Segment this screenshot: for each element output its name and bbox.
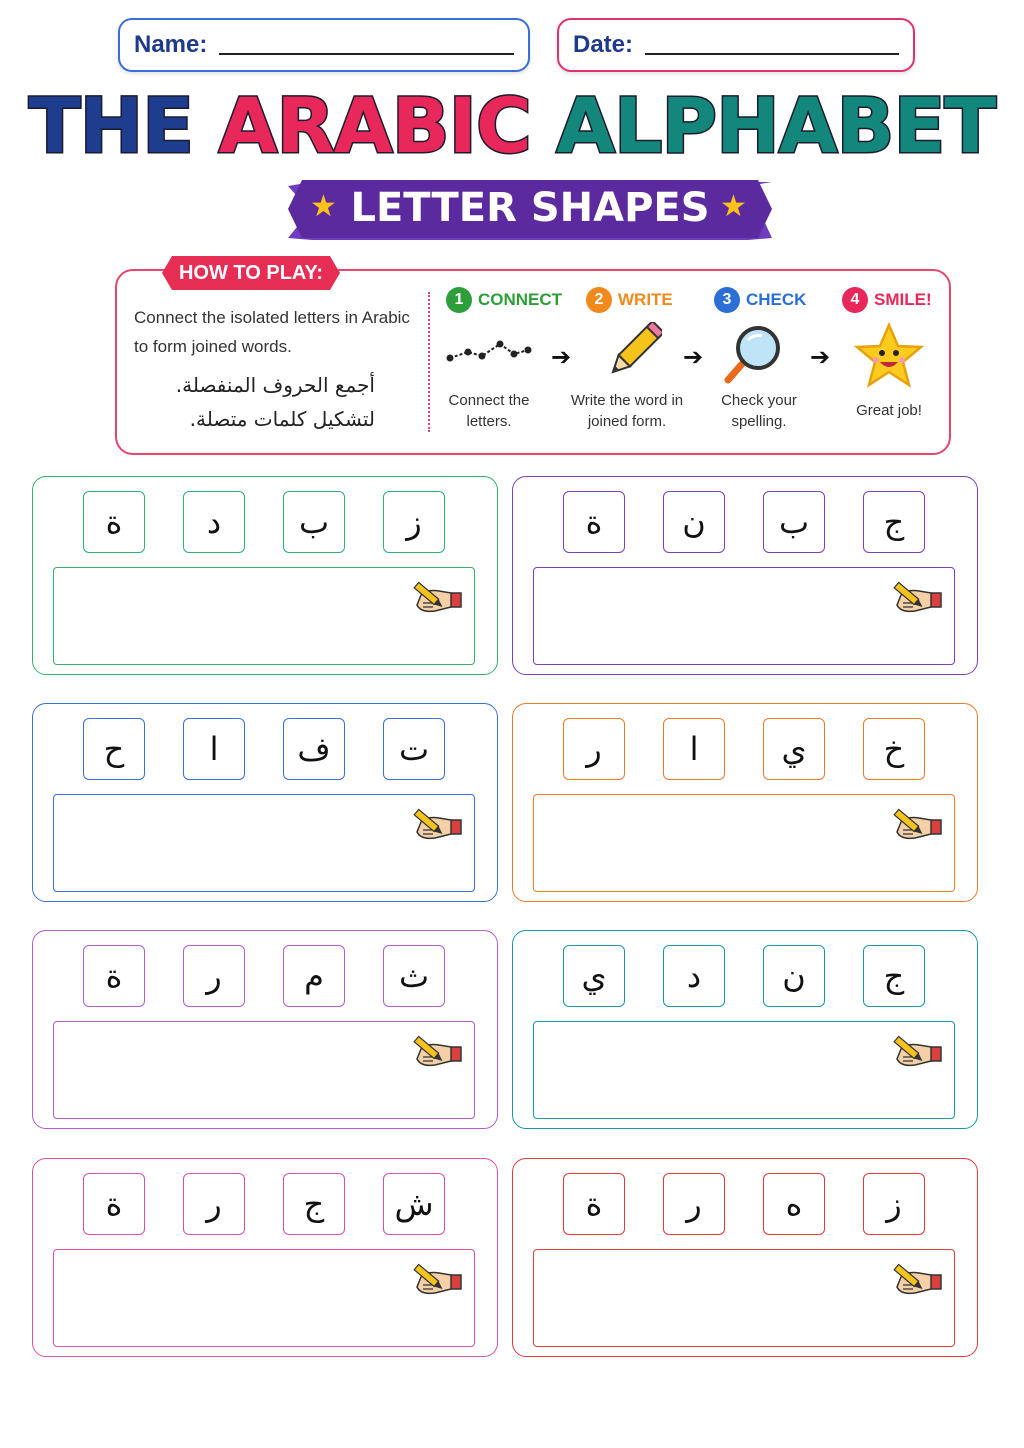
date-label: Date: — [573, 31, 634, 58]
step-description — [566, 390, 688, 432]
letter-tile: ز — [383, 491, 445, 553]
arrow-right-icon: ➔ — [551, 343, 572, 371]
step-number: 3 — [714, 287, 740, 313]
letter-tile: ة — [563, 491, 625, 553]
letter-tile: ة — [83, 491, 145, 553]
exercise-card — [32, 1158, 498, 1357]
title-word-alphabet: ALPHABET — [556, 81, 996, 170]
letter-tile: ا — [663, 718, 725, 780]
writing-hand-icon — [413, 802, 463, 846]
letter-tile: ر — [183, 1173, 245, 1235]
letter-tile: ن — [663, 491, 725, 553]
letter-tile: خ — [863, 718, 925, 780]
writing-hand-icon — [893, 1029, 943, 1073]
step-write — [586, 287, 673, 313]
writing-hand-icon — [413, 1029, 463, 1073]
date-line[interactable] — [645, 53, 899, 55]
step-desc-line: Great job! — [856, 402, 922, 419]
magnifier-icon — [724, 322, 788, 384]
arrow-right-icon: ➔ — [810, 343, 831, 371]
answer-writing-area[interactable] — [53, 1021, 475, 1119]
letter-tile: ن — [763, 945, 825, 1007]
letter-tile: ب — [283, 491, 345, 553]
star-icon: ★ — [720, 189, 747, 224]
step-desc-line: spelling. — [731, 413, 787, 430]
step-title: CHECK — [746, 290, 807, 309]
letter-tile: ب — [763, 491, 825, 553]
instructions-arabic-1: أجمع الحروف المنفصلة. — [175, 373, 375, 397]
step-description — [706, 390, 812, 432]
answer-writing-area[interactable] — [53, 1249, 475, 1347]
title-word-arabic: ARABIC — [218, 81, 531, 170]
exercise-card — [32, 703, 498, 902]
name-field[interactable] — [118, 18, 530, 72]
how-to-play-title: HOW TO PLAY: — [178, 262, 324, 284]
answer-writing-area[interactable] — [53, 794, 475, 892]
letter-tile: ش — [383, 1173, 445, 1235]
letter-tile: ج — [283, 1173, 345, 1235]
step-desc-line: joined form. — [587, 413, 667, 430]
step-number: 4 — [842, 287, 868, 313]
answer-writing-area[interactable] — [533, 1021, 955, 1119]
letter-tile: ت — [383, 718, 445, 780]
step-desc-line: Connect the — [448, 392, 530, 409]
page-title — [0, 78, 1024, 174]
step-title: SMILE! — [874, 290, 932, 309]
answer-writing-area[interactable] — [533, 567, 955, 665]
step-number: 2 — [586, 287, 612, 313]
writing-hand-icon — [893, 802, 943, 846]
letter-tile: ة — [83, 1173, 145, 1235]
letter-tile: ف — [283, 718, 345, 780]
how-to-play-tag — [162, 256, 340, 292]
letter-tile: ي — [763, 718, 825, 780]
answer-writing-area[interactable] — [533, 794, 955, 892]
letter-tile: م — [283, 945, 345, 1007]
step-smile — [842, 287, 932, 313]
letter-tile: ه — [763, 1173, 825, 1235]
exercise-card — [512, 703, 978, 902]
divider — [428, 292, 430, 432]
letter-tile: ر — [183, 945, 245, 1007]
letter-tile: د — [183, 491, 245, 553]
step-title: CONNECT — [478, 290, 563, 309]
exercise-card — [512, 930, 978, 1129]
letter-tile: ح — [83, 718, 145, 780]
step-connect — [446, 287, 562, 313]
step-desc-line: letters. — [466, 413, 512, 430]
instructions-arabic-2: لتشكيل كلمات متصلة. — [189, 407, 375, 431]
step-check — [714, 287, 806, 313]
writing-hand-icon — [893, 575, 943, 619]
date-field[interactable] — [557, 18, 915, 72]
exercise-card — [32, 476, 498, 675]
exercise-card — [512, 476, 978, 675]
letter-tile: ز — [863, 1173, 925, 1235]
name-label: Name: — [134, 31, 208, 58]
letter-tile: ة — [83, 945, 145, 1007]
exercise-card — [32, 930, 498, 1129]
instructions-english-1: Connect the isolated letters in Arabic — [134, 308, 410, 327]
arrow-right-icon: ➔ — [683, 343, 704, 371]
step-description — [436, 390, 542, 432]
step-title: WRITE — [618, 290, 673, 309]
letter-tile: ث — [383, 945, 445, 1007]
letter-tile: ا — [183, 718, 245, 780]
pencil-icon — [602, 322, 662, 384]
exercise-card — [512, 1158, 978, 1357]
title-word-the: THE — [28, 81, 194, 170]
answer-writing-area[interactable] — [533, 1249, 955, 1347]
answer-writing-area[interactable] — [53, 567, 475, 665]
step-desc-line: Write the word in — [570, 392, 684, 409]
step-number: 1 — [446, 287, 472, 313]
writing-hand-icon — [413, 1257, 463, 1301]
star-icon: ★ — [310, 189, 337, 224]
subtitle: LETTER SHAPES — [350, 185, 710, 231]
writing-hand-icon — [413, 575, 463, 619]
writing-hand-icon — [893, 1257, 943, 1301]
instructions-english-2: to form joined words. — [134, 337, 292, 356]
letter-tile: د — [663, 945, 725, 1007]
letter-tile: ر — [563, 718, 625, 780]
smiling-star-icon — [854, 322, 924, 390]
letter-tile: ة — [563, 1173, 625, 1235]
step-description — [840, 400, 938, 421]
connect-dots-icon — [446, 338, 532, 368]
subtitle-ribbon — [288, 178, 772, 244]
step-desc-line: Check your — [721, 392, 797, 409]
letter-tile: ي — [563, 945, 625, 1007]
letter-tile: ج — [863, 491, 925, 553]
name-line[interactable] — [219, 53, 514, 55]
letter-tile: ر — [663, 1173, 725, 1235]
letter-tile: ج — [863, 945, 925, 1007]
